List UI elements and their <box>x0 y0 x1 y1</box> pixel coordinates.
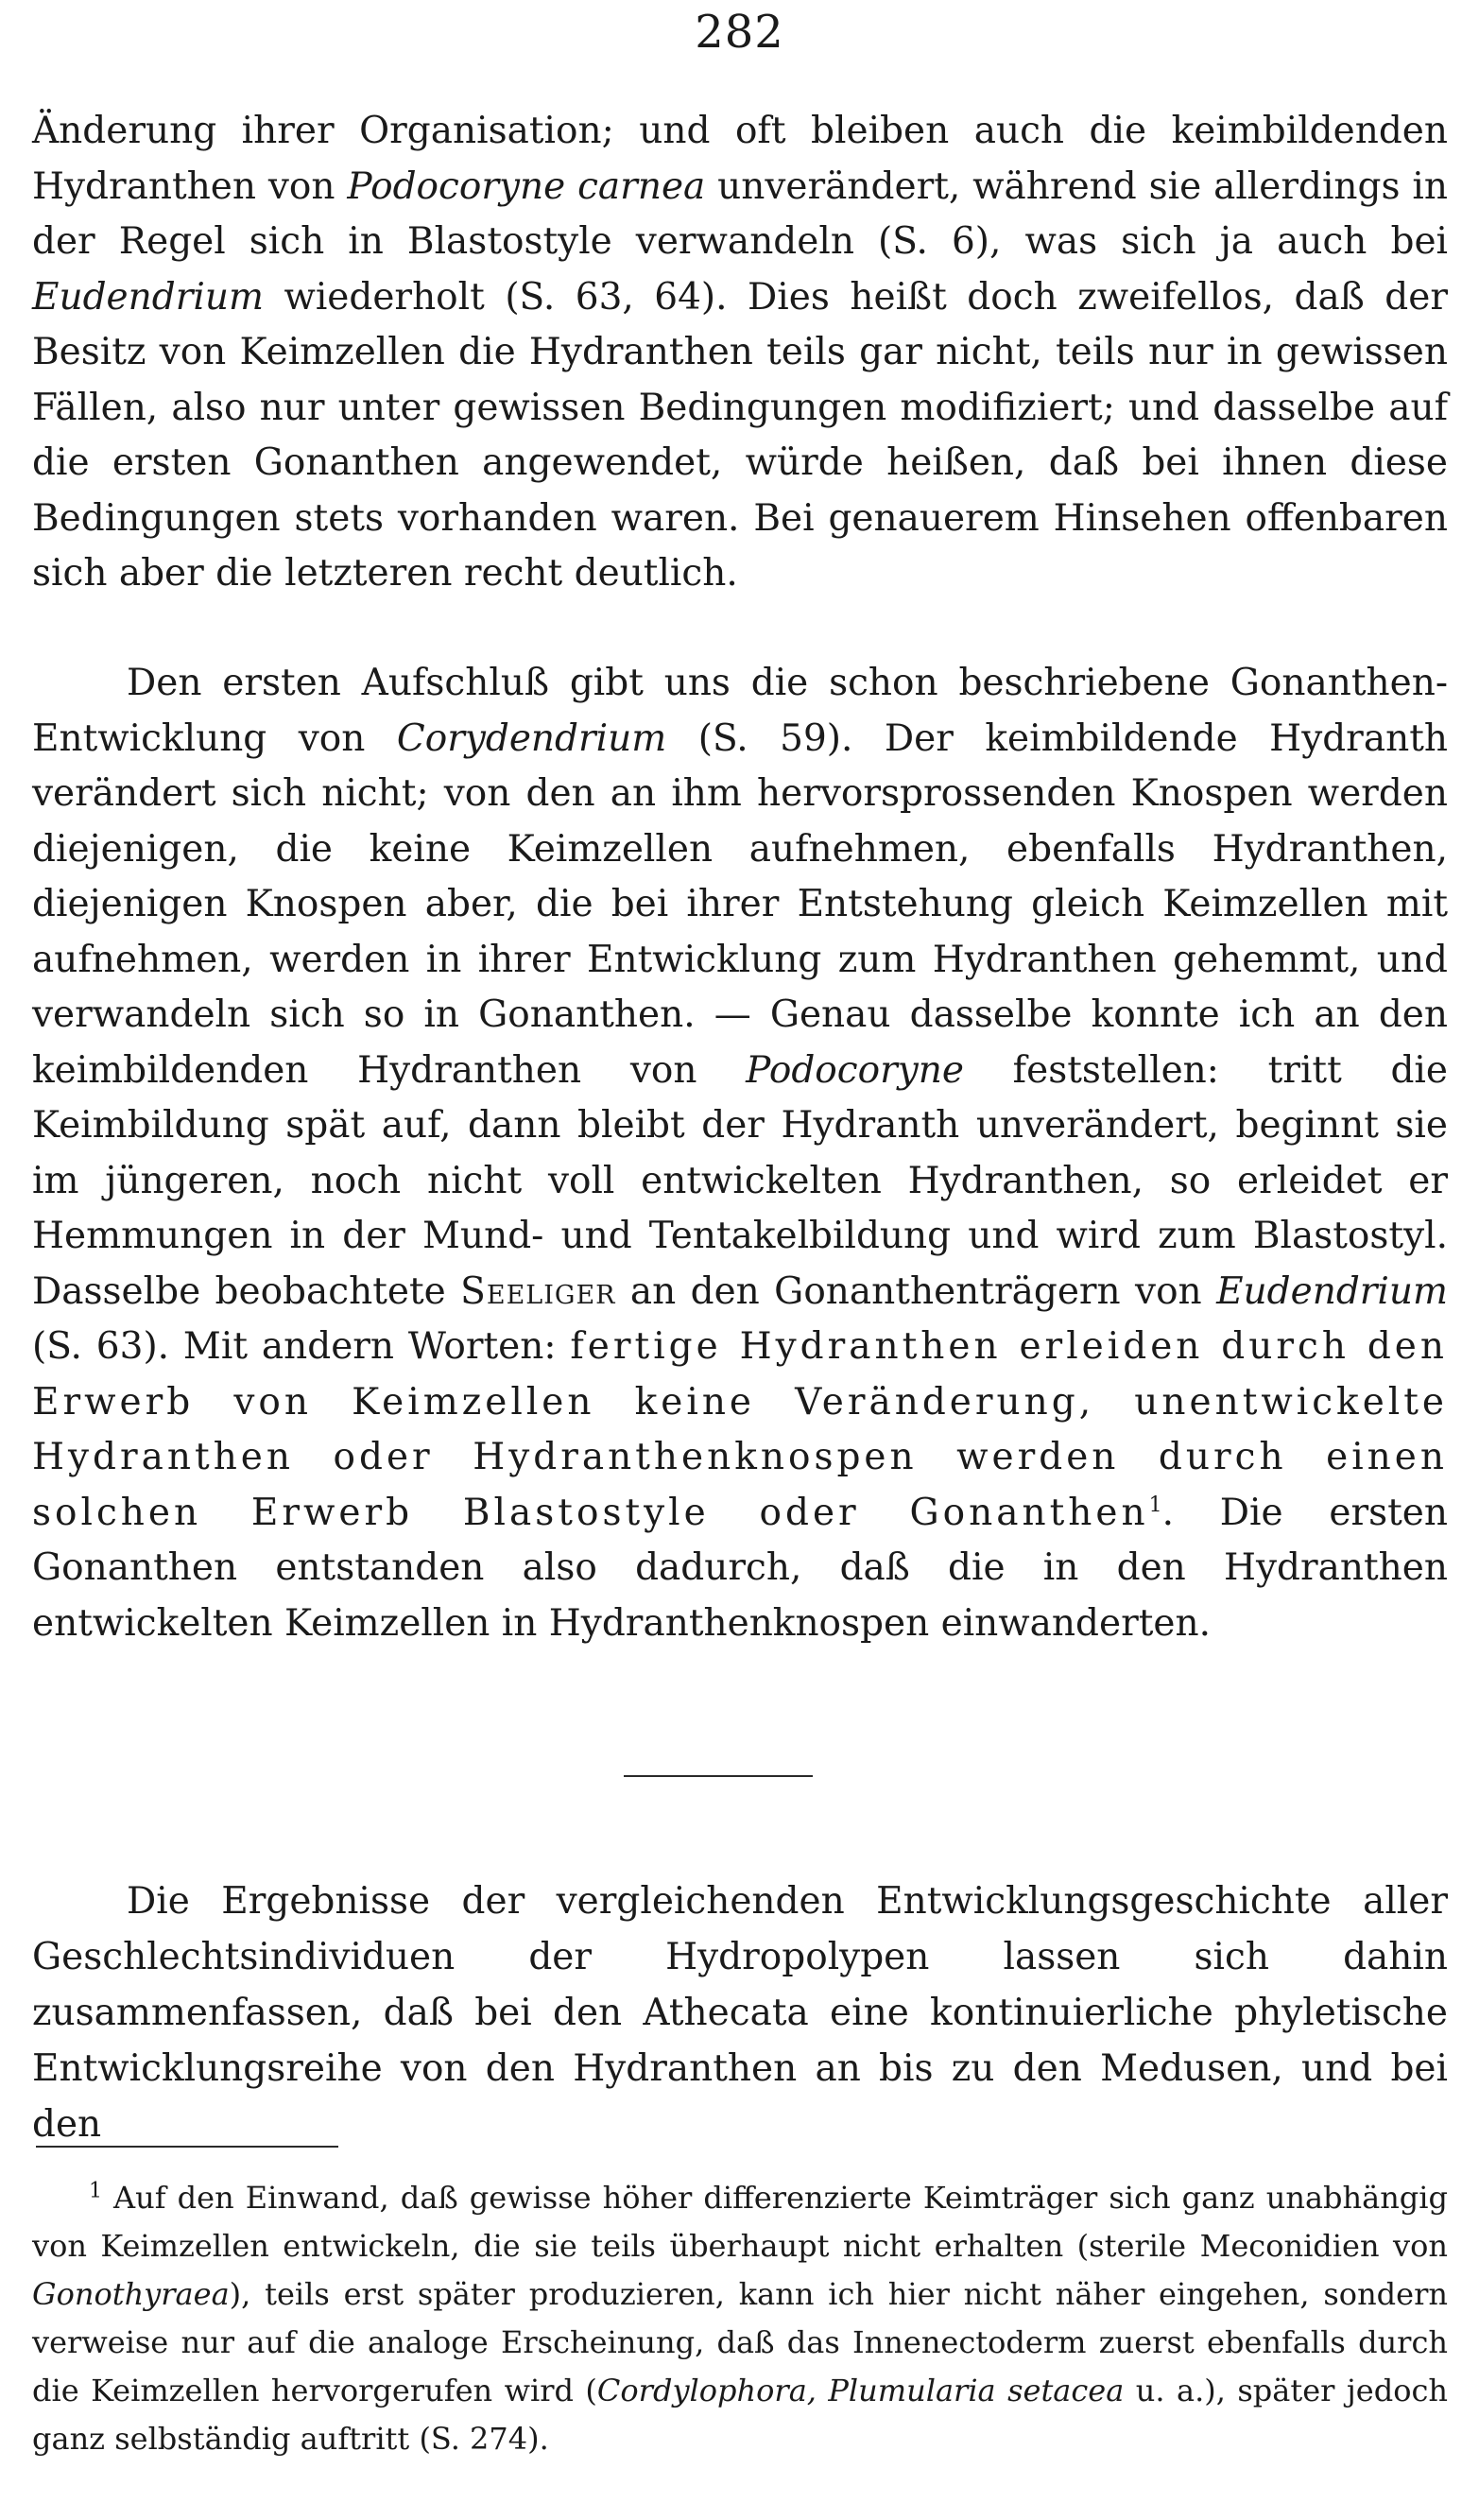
p2-text-2: (S. 59). Der keimbildende Hydranth verändert sich nicht; von den an ihm hervorsprossenden Knospen werden diejenigen, die keine Keimzellen aufnehmen, ebenfalls Hydranthen, diejenigen Knospen aber, die bei ihrer Entstehung gleich Keimzellen mit aufnehmen, werden in ihrer Entwicklung zum Hydranthen gehemmt, und verwandeln sich so in Gonanthen. — Genau dasselbe konnte ich an den keimbildenden Hydranthen von <box>32 716 1448 1092</box>
p1-taxon-eudendrium: Eudendrium <box>32 275 264 319</box>
p2-taxon-corydendrium: Corydendrium <box>396 716 667 760</box>
fn-text-2: ), teils erst später produzieren, kann ich hier nicht näher eingehen, sondern verweise nur auf die analoge Erscheinung, daß das Innenectoderm zuerst ebenfalls durch die Keimzellen hervorgerufen wird ( <box>32 2276 1448 2408</box>
p2-taxon-eudendrium: Eudendrium <box>1216 1269 1448 1313</box>
footnote-text <box>32 2174 1448 2463</box>
p2-text-1: Den ersten Aufschluß gibt uns die schon beschriebene Gonanthen-Entwicklung von <box>32 662 1448 760</box>
footnote-marker: 1 <box>89 2179 102 2203</box>
fn-taxon-gonothyraea: Gonothyraea <box>32 2276 230 2312</box>
fn-taxa-cordylophora-plumularia: Cordylophora, Plumularia setacea <box>596 2373 1125 2408</box>
p2-emphasis-spaced: fertige Hydranthen erleiden durch den Erwerb von Keimzellen keine Veränderung, unentwickelte Hydranthen oder Hydranthenknospen werden durch einen solchen Erwerb Blastostyle oder Gonanthen <box>32 1325 1448 1534</box>
paragraph-1-text <box>32 104 1448 602</box>
p1-text-2: unverändert, während sie allerdings in der Regel sich in Blastostyle verwandeln (S. 6), was sich ja auch bei <box>32 164 1448 263</box>
p1-taxon-podocoryne-carnea: Podocoryne carnea <box>347 164 706 208</box>
footnote-reference[interactable]: 1 <box>1148 1493 1162 1517</box>
paragraph-1 <box>32 104 1448 602</box>
fn-text-1: Auf den Einwand, daß gewisse höher differenzierte Keimträger sich ganz unabhängig von Keimzellen entwickeln, die sie teils überhaupt nicht erhalten (sterile Meconidien von <box>32 2180 1448 2264</box>
p2-text-4: an den Gonanthenträgern von <box>615 1269 1217 1313</box>
p2-text-3: feststellen: tritt die Keimbildung spät auf, dann bleibt der Hydranth unverändert, beginnt sie im jüngeren, noch nicht voll entwickelten Hydranthen, so erleidet er Hemmungen in der Mund- und Tentakelbildung und wird zum Blastostyl. Dasselbe beobachtete <box>32 1048 1448 1313</box>
paragraph-2 <box>32 656 1448 1651</box>
footnote <box>32 2174 1448 2463</box>
p2-text-5: (S. 63). Mit andern Worten: <box>32 1325 571 1368</box>
paragraph-3 <box>32 1873 1448 2152</box>
fn-text-3: u. a.), später jedoch ganz selbständig auftritt (S. 274). <box>32 2373 1449 2457</box>
p2-taxon-podocoryne: Podocoryne <box>746 1048 964 1092</box>
paragraph-3-text: Die Ergebnisse der vergleichenden Entwicklungsgeschichte aller Geschlechtsindividuen der Hydropolypen lassen sich dahin zusammenfassen, daß bei den Athecata eine kontinuierliche phyletische Entwicklungsreihe von den Hydranthen an bis zu den Medusen, und bei den <box>32 1880 1448 2146</box>
p2-author-seeliger: Seeliger <box>460 1269 616 1313</box>
p2-text-6: . Die ersten Gonanthen entstanden also dadurch, daß die in den Hydranthen entwickelten Keimzellen in Hydranthenknospen einwanderten. <box>32 1491 1449 1645</box>
footnote-divider <box>36 2146 338 2148</box>
p1-text-1: Änderung ihrer Organisation; und oft bleiben auch die keimbildenden Hydranthen von <box>32 110 1448 208</box>
p1-text-3: wiederholt (S. 63, 64). Dies heißt doch zweifellos, daß der Besitz von Keimzellen die Hydranthen teils gar nicht, teils nur in gewissen Fällen, also nur unter gewissen Bedingungen modifiziert; und dasselbe auf die ersten Gonanthen angewendet, würde heißen, daß bei ihnen diese Bedingungen stets vorhanden waren. Bei genauerem Hinsehen offenbaren sich aber die letzteren recht deutlich. <box>32 275 1448 595</box>
paragraph-2-text <box>32 656 1448 1651</box>
page-number: 282 <box>695 6 784 59</box>
section-divider <box>624 1775 813 1777</box>
